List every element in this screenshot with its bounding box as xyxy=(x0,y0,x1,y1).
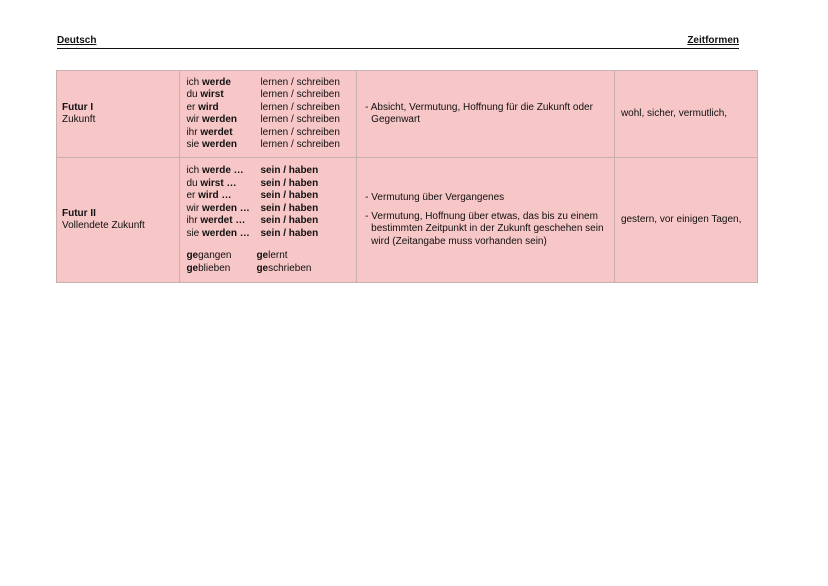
tense-name: Futur I xyxy=(62,101,94,113)
signal-words-cell xyxy=(614,71,757,158)
topic-label: Zeitformen xyxy=(687,35,739,46)
usage-item: - Vermutung über Vergangenes xyxy=(365,192,505,203)
tense-name-cell xyxy=(57,158,180,283)
conjugation-line: du wirst … sein / haben xyxy=(186,177,319,189)
conjugation-cell xyxy=(180,158,357,283)
conjugation-line: er wird … sein / haben xyxy=(186,190,319,201)
table-row xyxy=(57,71,758,158)
conjugation-line: ich werde … sein / haben xyxy=(186,165,319,176)
conjugation-line: ihr werdet … sein / haben xyxy=(186,215,319,226)
usage-cell xyxy=(357,158,615,283)
conjugation-line: ihr werdet lernen / schreiben xyxy=(186,126,340,138)
conjugation-cell xyxy=(180,71,357,158)
signal-words: wohl, sicher, vermutlich, xyxy=(620,107,728,119)
page-header xyxy=(57,35,739,49)
usage-item: - Vermutung, Hoffnung über etwas, das bis zu einem bestimmten Zeitpunkt in der Zukunft geschehen sein wird (Zeitangabe muss vorhanden sein) xyxy=(365,210,604,247)
participle-line: gegangen gelernt xyxy=(186,250,288,261)
tense-table xyxy=(56,70,758,283)
conjugation-line: ich werde lernen / schreiben xyxy=(186,76,340,88)
conjugation-line: wir werden … sein / haben xyxy=(186,202,319,214)
participle-list xyxy=(186,250,351,275)
tense-name-cell xyxy=(57,71,180,158)
tense-name: Futur II xyxy=(62,207,96,219)
tense-subname: Zukunft xyxy=(62,114,96,125)
signal-words-cell xyxy=(614,158,757,283)
participle-line: geblieben geschrieben xyxy=(186,262,312,274)
conjugation-line: er wird lernen / schreiben xyxy=(186,101,340,113)
subject-label: Deutsch xyxy=(57,35,97,46)
conjugation-line: sie werden … sein / haben xyxy=(186,227,319,239)
usage-cell xyxy=(357,71,615,158)
signal-words: gestern, vor einigen Tagen, xyxy=(620,213,742,225)
tense-subname: Vollendete Zukunft xyxy=(62,220,145,231)
table-row xyxy=(57,158,758,283)
conjugation-line: wir werden lernen / schreiben xyxy=(186,114,340,125)
conjugation-line: du wirst lernen / schreiben xyxy=(186,89,340,100)
usage-item: - Absicht, Vermutung, Hoffnung für die Zukunft oder Gegenwart xyxy=(365,101,593,125)
conjugation-line: sie werden lernen / schreiben xyxy=(186,139,340,150)
